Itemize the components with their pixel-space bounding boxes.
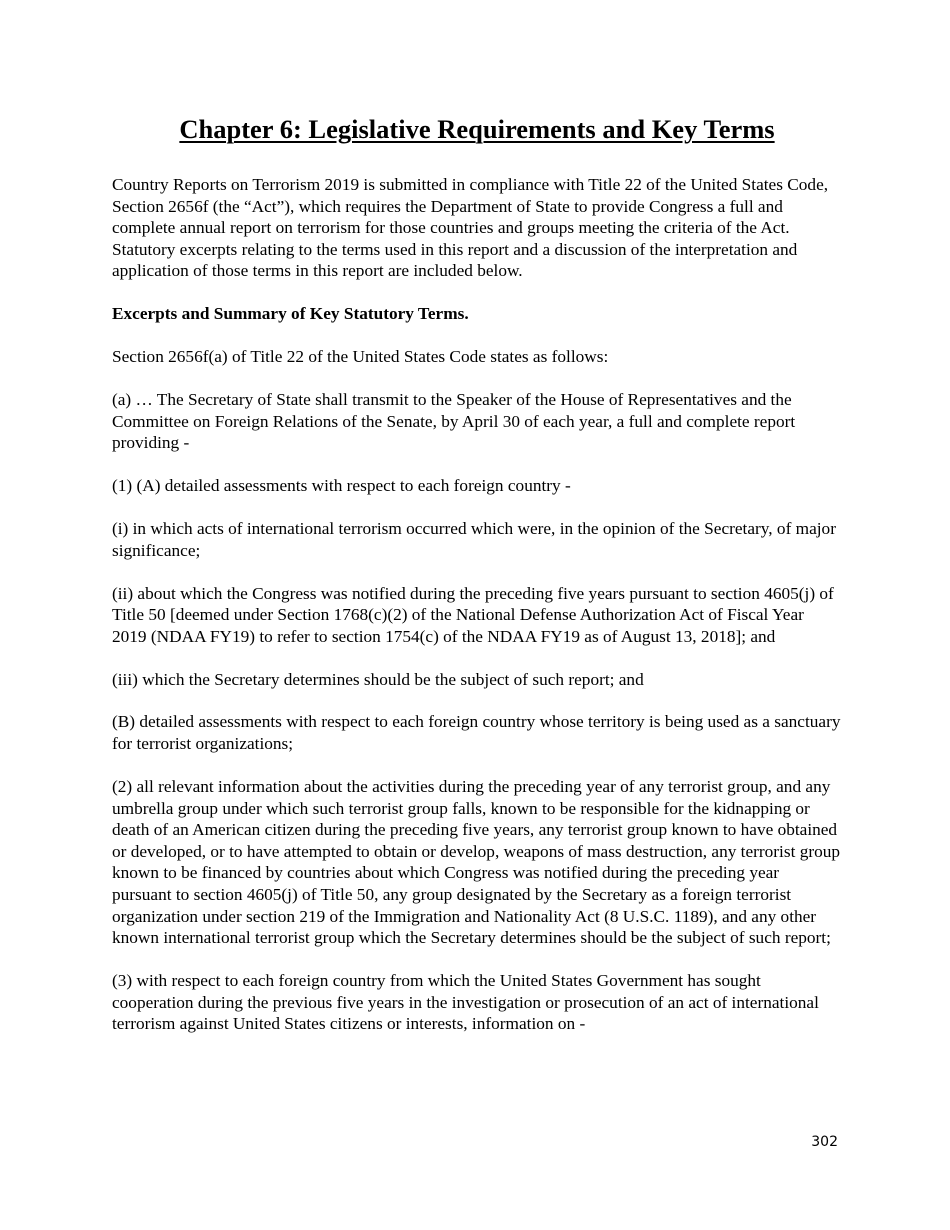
statute-intro: Section 2656f(a) of Title 22 of the United States Code states as follows:: [112, 347, 609, 367]
statute-clause-a: (a) … The Secretary of State shall transmit to the Speaker of the House of Representatives and the Committee on Foreign Relations of the Senate, by April 30 of each year, a full and complete report providing -: [112, 390, 796, 453]
page-title: Chapter 6: Legislative Requirements and Key Terms: [179, 114, 775, 144]
document-page: [112, 112, 842, 1056]
page-number: 302: [811, 1134, 838, 1150]
statute-clause-i: (i) in which acts of international terrorism occurred which were, in the opinion of the Secretary, of major significance;: [112, 519, 836, 560]
statute-clause-3: (3) with respect to each foreign country from which the United States Government has sought cooperation during the previous five years in the investigation or prosecution of an act of international terrorism against United States citizens or interests, information on -: [112, 971, 819, 1034]
statute-clause-iii: (iii) which the Secretary determines should be the subject of such report; and: [112, 669, 644, 689]
section-heading: Excerpts and Summary of Key Statutory Terms.: [112, 304, 469, 324]
statute-clause-2: (2) all relevant information about the activities during the preceding year of any terrorist group, and any umbrella group under which such terrorist group falls, known to be responsible for the kidnapping or death of an American citizen during the preceding five years, any terrorist group known to have obtained or developed, or to have attempted to obtain or develop, weapons of mass destruction, any terrorist group known to be financed by countries about which Congress was notified during the preceding year pursuant to section 4605(j) of Title 50, any group designated by the Secretary as a foreign terrorist organization under section 219 of the Immigration and Nationality Act (8 U.S.C. 1189), and any other known international terrorist group which the Secretary determines should be the subject of such report;: [112, 776, 841, 948]
statute-clause-1a: (1) (A) detailed assessments with respect to each foreign country -: [112, 476, 571, 496]
intro-paragraph: Country Reports on Terrorism 2019 is submitted in compliance with Title 22 of the United States Code, Section 2656f (the “Act”), which requires the Department of State to provide Congress a full and complete annual report on terrorism for those countries and groups meeting the criteria of the Act. Statutory excerpts relating to the terms used in this report and a discussion of the interpretation and application of those terms in this report are included below.: [112, 175, 829, 281]
statute-clause-b: (B) detailed assessments with respect to each foreign country whose territory is being used as a sanctuary for terrorist organizations;: [112, 712, 841, 754]
statute-clause-ii: (ii) about which the Congress was notified during the preceding five years pursuant to section 4605(j) of Title 50 [deemed under Section 1768(c)(2) of the National Defense Authorization Act of Fiscal Year 2019 (NDAA FY19) to refer to section 1754(c) of the NDAA FY19 as of August 13, 2018]; and: [112, 583, 834, 646]
